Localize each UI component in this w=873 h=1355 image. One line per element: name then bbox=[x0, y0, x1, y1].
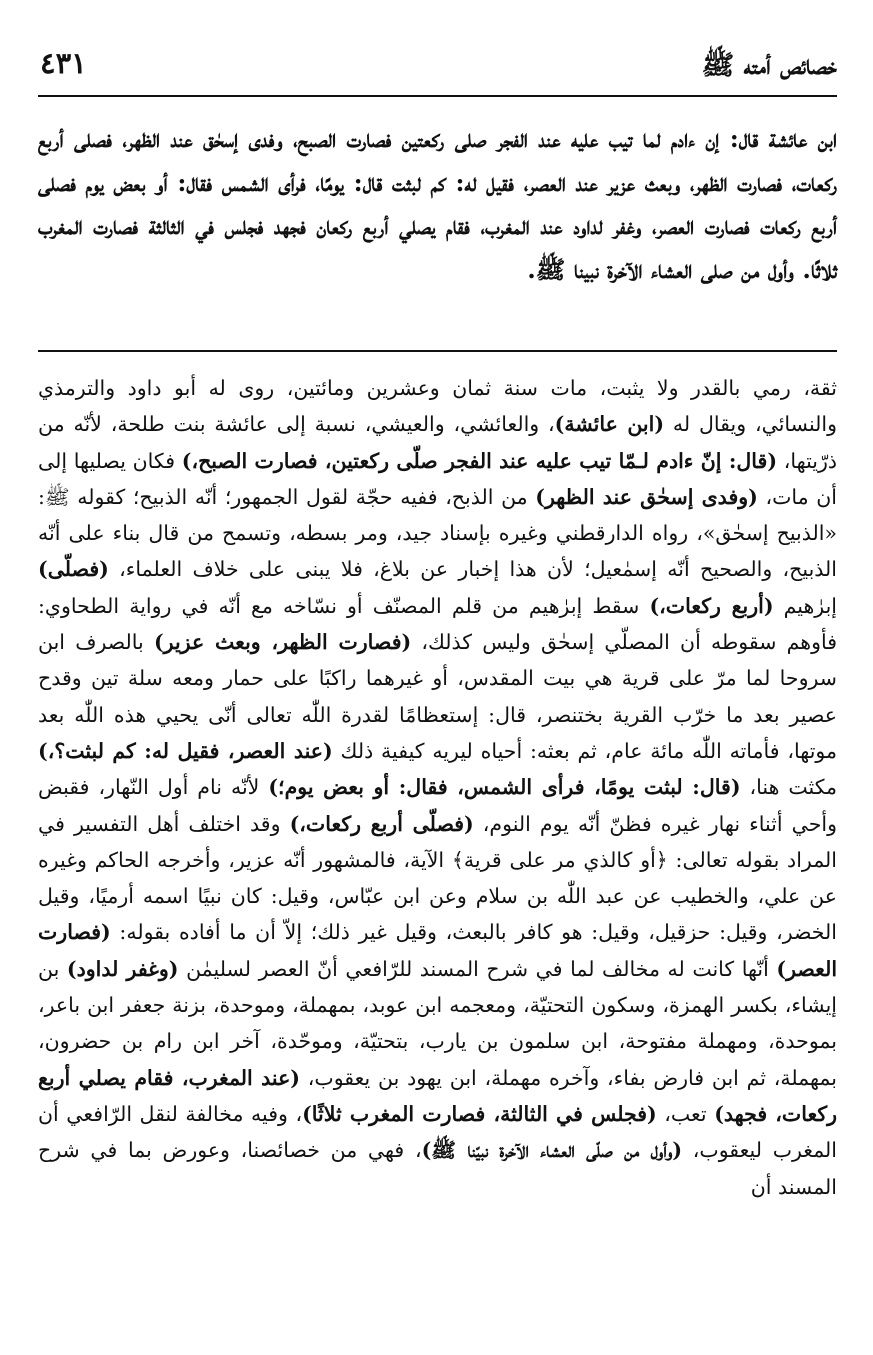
page-header bbox=[38, 42, 837, 92]
commentary bbox=[38, 370, 837, 1205]
quoted-text-segment: (فصلّى) bbox=[38, 557, 109, 582]
commentary-text-segment: مكثت هنا، bbox=[740, 775, 837, 800]
commentary-text-segment: من الذبح، ففيه حجّة لقول الجمهور؛ أنّه الذبيح؛ كقوله ﷺ: «الذبيح إسحٰق»، رواه الدارقطني وغيره بإسناد جيد، ومر بسطه، وتسمح من قال بناء على أنّه الذبيح، والصحيح أنّه إسمٰعيل؛ لأن هذا إخبار عن بلاغ، فلا يبنى على خلاف العلماء، bbox=[38, 484, 837, 582]
commentary-text-segment: ، وفيه مخالفة لنقل الرّافعي أن المغرب ليعقوب، bbox=[38, 1101, 837, 1163]
page-number: ٤٣١ bbox=[40, 46, 87, 80]
quoted-text-segment: (فصارت الظهر، وبعث عزير) bbox=[153, 630, 412, 655]
quoted-text-segment: (وغفر لداود) bbox=[66, 956, 179, 981]
quoted-text-segment: (وفدى إسحٰق عند الظهر) bbox=[535, 484, 758, 509]
commentary-text-segment: سقط إبرٰهيم من قلم المصنّف أو نسّاخه مع أنّه في رواية الطحاوي: فأوهم سقوطه أن المصلّي إسحٰق وليس كذلك، bbox=[38, 593, 838, 655]
commentary-text-segment: تعب، bbox=[656, 1101, 715, 1126]
quoted-text-segment: (ابن عائشة) bbox=[554, 412, 665, 437]
commentary-text-segment: بالصرف ابن سروحا لما مرّ على قرية هي بيت المقدس، أو غيرهما راكبًا على حمار ومعه سلة تين وقدح عصير بعد ما خرّب القرية بختنصر، قال: إستعظامًا لقدرة اللّٰه تعالى أنّى يحيي هذه اللّٰه بعد موتها، فأماته اللّٰه مائة عام، ثم بعثه: أحياه ليريه كيفية ذلك bbox=[38, 630, 837, 763]
commentary-text-segment: وقد اختلف أهل التفسير في المراد بقوله تعالى: ﴿أو كالذي مر على قرية﴾ الآية، فالمشهور أنّه عزير، وأخرجه الحاكم وغيره عن علي، والخطيب عن عبد اللّٰه بن سلام وعن ابن عبّاس، وقيل: كان نبيًا اسمه أرميًا، وقيل الخضر، وقيل: حزقيل، وقيل: هو كافر بالبعث، وقيل غير ذلك؛ إلاّ أن ما أفاده بقوله: bbox=[38, 811, 837, 945]
quoted-text-segment: (وأول من صلّى العشاء الآخرة نبيّنا ﷺ) bbox=[421, 1138, 683, 1163]
commentary-paragraph bbox=[38, 370, 837, 1205]
header-rule bbox=[38, 95, 837, 97]
separator-rule bbox=[38, 350, 837, 352]
quoted-text-segment: (عند العصر، فقيل له: كم لبثت؟،) bbox=[38, 738, 333, 763]
main-text bbox=[38, 117, 837, 291]
quoted-text-segment: (عند المغرب، فقام يصلي أربع ركعات، فجهد) bbox=[38, 1065, 838, 1126]
commentary-text-segment: إبرٰهيم bbox=[773, 593, 837, 618]
commentary-text-segment: ، فهي من خصائصنا، وعورض بما في شرح المسند أن bbox=[38, 1138, 837, 1199]
quoted-text-segment: (قال: إنّ ءادم لـمّا تيب عليه عند الفجر صلّى ركعتين، فصارت الصبح،) bbox=[181, 448, 778, 473]
commentary-text-segment: ، والعائشي، والعيشي، نسبة إلى عائشة بنت طلحة، لأنّه من ذرّيتها، bbox=[38, 412, 837, 473]
quoted-text-segment: (فصارت العصر) bbox=[38, 920, 838, 981]
commentary-text-segment: أنّها كانت له مخالف لما في شرح المسند للرّافعي أنّ العصر لسليمٰن bbox=[178, 956, 777, 981]
quoted-text-segment: (فجلس في الثالثة، فصارت المغرب ثلاثًا) bbox=[302, 1101, 657, 1126]
commentary-text-segment: لأنّه نام أول النّهار، فقبض وأحي أثناء نهار غيره فظنّ أنّه يوم النوم، bbox=[38, 775, 837, 836]
commentary-text-segment: بن إيشاء، بكسر الهمزة، وسكون التحتيّة، ومعجمه ابن عوبد، بمهملة، وموحدة، بزنة جعفر ابن باعر، بموحدة، ومهملة مفتوحة، ابن سلمون بن يارب، بتحتيّة، وموحّدة، آخر ابن رام بن حضرون، بمهملة، ثم ابن فارض بفاء، وآخره مهملة، ابن يهود بن يعقوب، bbox=[38, 956, 837, 1090]
quoted-text-segment: (قال: لبثت يومًا، فرأى الشمس، فقال: أو بعض يوم؛) bbox=[268, 775, 741, 800]
quoted-text-segment: (فصلّى أربع ركعات،) bbox=[289, 811, 474, 836]
quoted-text-segment: (أربع ركعات،) bbox=[649, 593, 774, 618]
commentary-text-segment: فكان يصليها إلى أن مات، bbox=[38, 448, 837, 509]
running-title: خصائص أمته ﷺ bbox=[701, 50, 837, 81]
commentary-text-segment: ثقة، رمي بالقدر ولا يثبت، مات سنة ثمان وعشرين ومائتين، روى له أبو داود والترمذي والنسائي، ويقال له bbox=[38, 376, 837, 437]
main-paragraph: ابن عائشة قال: إن ءادم لما تيب عليه عند الفجر صلى ركعتين فصارت الصبح، وفدى إسحٰق عند الظهر، فصلى أربع ركعات، فصارت الظهر، وبعث عزير عند العصر، فقيل له: كم لبثت قال: يومًا، فرأى الشمس فقال: أو بعض يوم فصلى أربع ركعات فصارت العصر، وغفر لداود عند المغرب، فقام يصلي أربع ركعان فجهد فجلس في الثالثة فصارت المغرب ثلاثًا. وأول من صلى العشاء الآخرة نبينا ﷺ. bbox=[38, 124, 837, 284]
